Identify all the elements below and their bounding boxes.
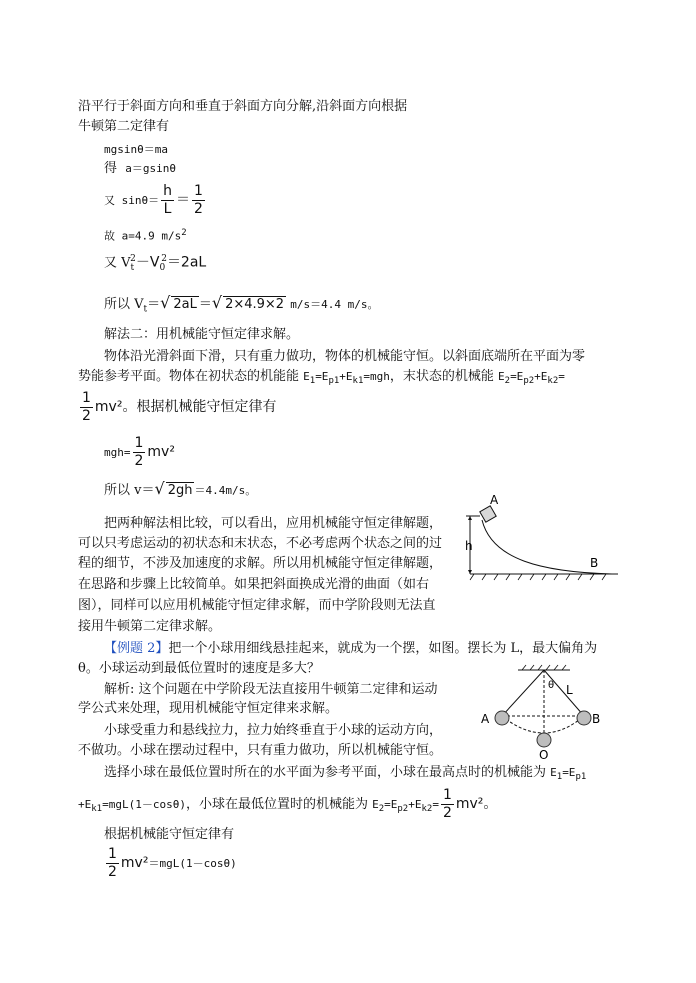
theta-label: θ bbox=[548, 680, 555, 691]
text-line: 势能参考平面。物体在初状态的机能能 $E_1=E_{p1}+E_{k1}=mgh$，末状态的机械能 $E_2=E_{p2}+E_{k2}=$ bbox=[78, 369, 565, 387]
text-line: 图），同样可以应用机械能守恒定律求解，而中学阶段则无法直 bbox=[78, 598, 436, 613]
pendulum-figure bbox=[478, 660, 608, 760]
equation-final: $\frac{1}{2}$ mv²＝mgL(1－cosθ) bbox=[108, 846, 237, 880]
point-b-label: B bbox=[590, 556, 599, 570]
text-line: 学公式来处理，现用机械能守恒定律来求解。 bbox=[78, 701, 339, 716]
text-line: 沿平行于斜面方向和垂直于斜面方向分解,沿斜面方向根据 bbox=[78, 99, 408, 114]
text-line: 程的细节，不涉及加速度的求解。所以用机械能守恒定律解题， bbox=[78, 556, 443, 571]
curved-slope-figure bbox=[462, 490, 622, 585]
text-line: 在思路和步骤上比较简单。如果把斜面换成光滑的曲面（如右 bbox=[78, 577, 430, 592]
equation-kinematic: 又 $V_t^2-V_0^2=2aL$ bbox=[104, 254, 207, 273]
equation: 得 a＝gsinθ bbox=[104, 161, 177, 176]
point-a-label: A bbox=[490, 493, 499, 507]
equation: mgsinθ＝ma bbox=[104, 143, 168, 156]
equation-sin: 又 sinθ＝ $\frac{h}{L}$ ＝ $\frac{1}{2}$ bbox=[104, 183, 203, 217]
equation: $\frac{1}{2}$ mv²。根据机械能守恒定律有 bbox=[82, 390, 277, 424]
text-line: 牛顿第二定律有 bbox=[78, 119, 170, 134]
text-line: 根据机械能守恒定律有 bbox=[104, 827, 235, 842]
section-heading: 解法二：用机械能守恒定律求解。 bbox=[104, 327, 300, 342]
text-line: 接用牛顿第二定律求解。 bbox=[78, 619, 222, 634]
equation: 故 a=4.9 $m/s^2$ bbox=[104, 228, 187, 243]
length-label: L bbox=[566, 683, 573, 697]
h-label: h bbox=[465, 539, 473, 553]
text-line: 选择小球在最低位置时所在的水平面为参考平面，小球在最高点时的机械能为 $E_1=E_{p1}$ bbox=[104, 765, 587, 783]
text-line: 物体沿光滑斜面下滑，只有重力做功，物体的机械能守恒。以斜面底端所在平面为零 bbox=[104, 349, 586, 364]
equation-result: 所以 $V_t=√$ 2aL ＝√ 2×4.9×2 m/s＝4.4 m/s。 bbox=[104, 293, 379, 315]
text-line: 可以只考虑运动的初状态和末状态，不必考虑两个状态之间的过 bbox=[78, 536, 443, 551]
text-line: 小球受重力和悬线拉力，拉力始终垂直于小球的运动方向， bbox=[104, 723, 443, 738]
text-line: 不做功。小球在摆动过程中，只有重力做功，所以机械能守恒。 bbox=[78, 743, 443, 758]
point-o-label: O bbox=[539, 748, 549, 760]
point-b-label: B bbox=[592, 712, 601, 726]
text-line: 把两种解法相比较，可以看出，应用机械能守恒定律解题， bbox=[104, 516, 443, 531]
text-line: 解析: 这个问题在中学阶段无法直接用牛顿第二定律和运动 bbox=[104, 682, 438, 697]
example-heading: 【例题 2】把一个小球用细线悬挂起来，就成为一个摆，如图。摆长为 L，最大偏角为 bbox=[104, 641, 598, 656]
text-line: θ。小球运动到最低位置时的速度是多大？ bbox=[78, 661, 320, 676]
equation: mgh= $\frac{1}{2}$ mv² bbox=[104, 435, 175, 469]
equation-result: 所以 v＝√ 2gh ＝4.4m/s。 bbox=[104, 479, 257, 498]
equation: $+E_{k1}=mgL(1-\cos\theta)$，小球在最低位置时的机械能为 $E_2=E_{p2}+E_{k2}=$ $\frac{1}{2}$ mv²。 bbox=[78, 787, 498, 821]
example-label: 【例题 2】 bbox=[104, 641, 169, 656]
point-a-label: A bbox=[481, 712, 490, 726]
